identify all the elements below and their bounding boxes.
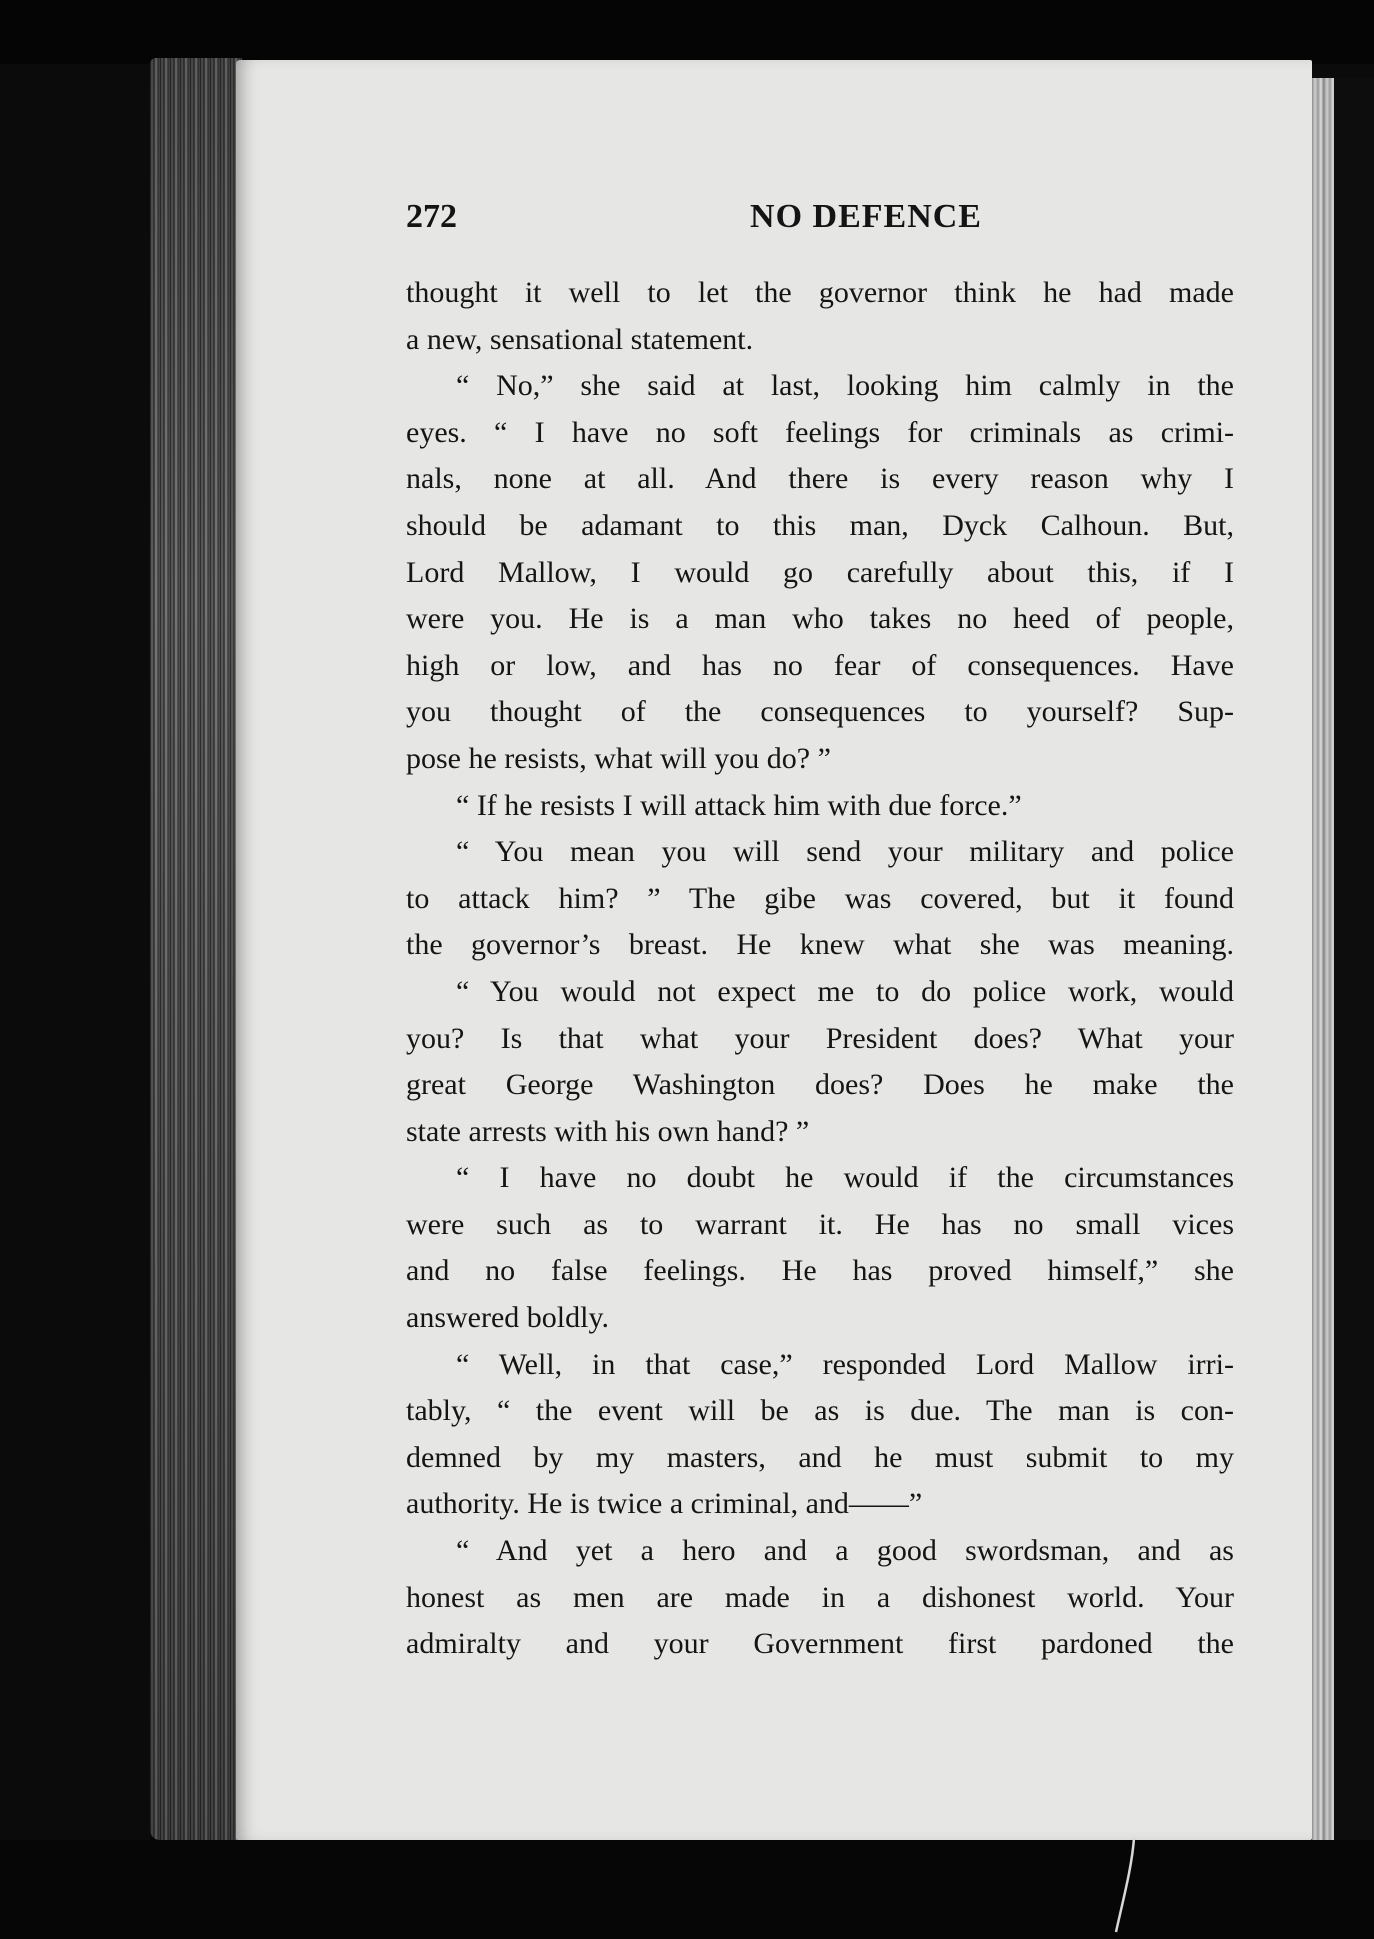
text-line: admiralty and your Government first pardoned the <box>406 1627 1234 1661</box>
book-page-edges-right <box>1312 78 1374 1858</box>
text-line: nals, none at all. And there is every reason why I <box>406 462 1234 496</box>
text-line: were such as to warrant it. He has no small vices <box>406 1207 1234 1241</box>
body-text <box>406 270 1234 1668</box>
text-line: “ No,” she said at last, looking him calmly in the <box>456 369 1234 403</box>
text-line: “ Well, in that case,” responded Lord Mallow irri- <box>456 1347 1234 1381</box>
text-line: pose he resists, what will you do? ” <box>406 741 831 775</box>
text-line: “ You would not expect me to do police work, would <box>456 974 1234 1008</box>
scan-background-bottom <box>0 1840 1374 1939</box>
text-line: the governor’s breast. He knew what she was meaning. <box>406 928 1234 962</box>
text-line: you? Is that what your President does? What your <box>406 1021 1234 1055</box>
text-line: were you. He is a man who takes no heed of people, <box>406 602 1234 636</box>
text-line: you thought of the consequences to yourself? Sup- <box>406 695 1234 729</box>
text-line: honest as men are made in a dishonest world. Your <box>406 1580 1234 1614</box>
text-line: and no false feelings. He has proved himself,” she <box>406 1254 1234 1288</box>
text-line: should be adamant to this man, Dyck Calhoun. But, <box>406 508 1234 542</box>
text-line: a new, sensational statement. <box>406 322 754 356</box>
text-line: state arrests with his own hand? ” <box>406 1114 810 1148</box>
page-number: 272 <box>406 198 457 235</box>
text-line: Lord Mallow, I would go carefully about this, if I <box>406 555 1234 589</box>
text-line: “ You mean you will send your military and police <box>456 835 1234 869</box>
text-line: tably, “ the event will be as is due. The man is con- <box>406 1394 1234 1428</box>
text-line: “ If he resists I will attack him with due force.” <box>456 788 1022 822</box>
text-line: thought it well to let the governor think he had made <box>406 276 1234 309</box>
scratch-mark <box>1112 1836 1142 1936</box>
text-line: “ I have no doubt he would if the circumstances <box>456 1161 1234 1195</box>
text-line: answered boldly. <box>406 1301 609 1335</box>
scan-background-top <box>0 0 1374 64</box>
text-line: high or low, and has no fear of consequences. Have <box>406 648 1234 682</box>
running-head <box>406 198 1241 238</box>
text-line: great George Washington does? Does he make the <box>406 1068 1234 1102</box>
book-page-edges-left <box>150 58 242 1840</box>
text-line: authority. He is twice a criminal, and——” <box>406 1487 923 1521</box>
text-line: to attack him? ” The gibe was covered, but it found <box>406 881 1234 915</box>
text-line: eyes. “ I have no soft feelings for criminals as crimi- <box>406 415 1234 449</box>
text-line: “ And yet a hero and a good swordsman, and as <box>456 1534 1234 1568</box>
text-line: demned by my masters, and he must submit to my <box>406 1440 1234 1474</box>
running-title: NO DEFENCE <box>750 198 982 235</box>
book-page <box>236 60 1312 1840</box>
